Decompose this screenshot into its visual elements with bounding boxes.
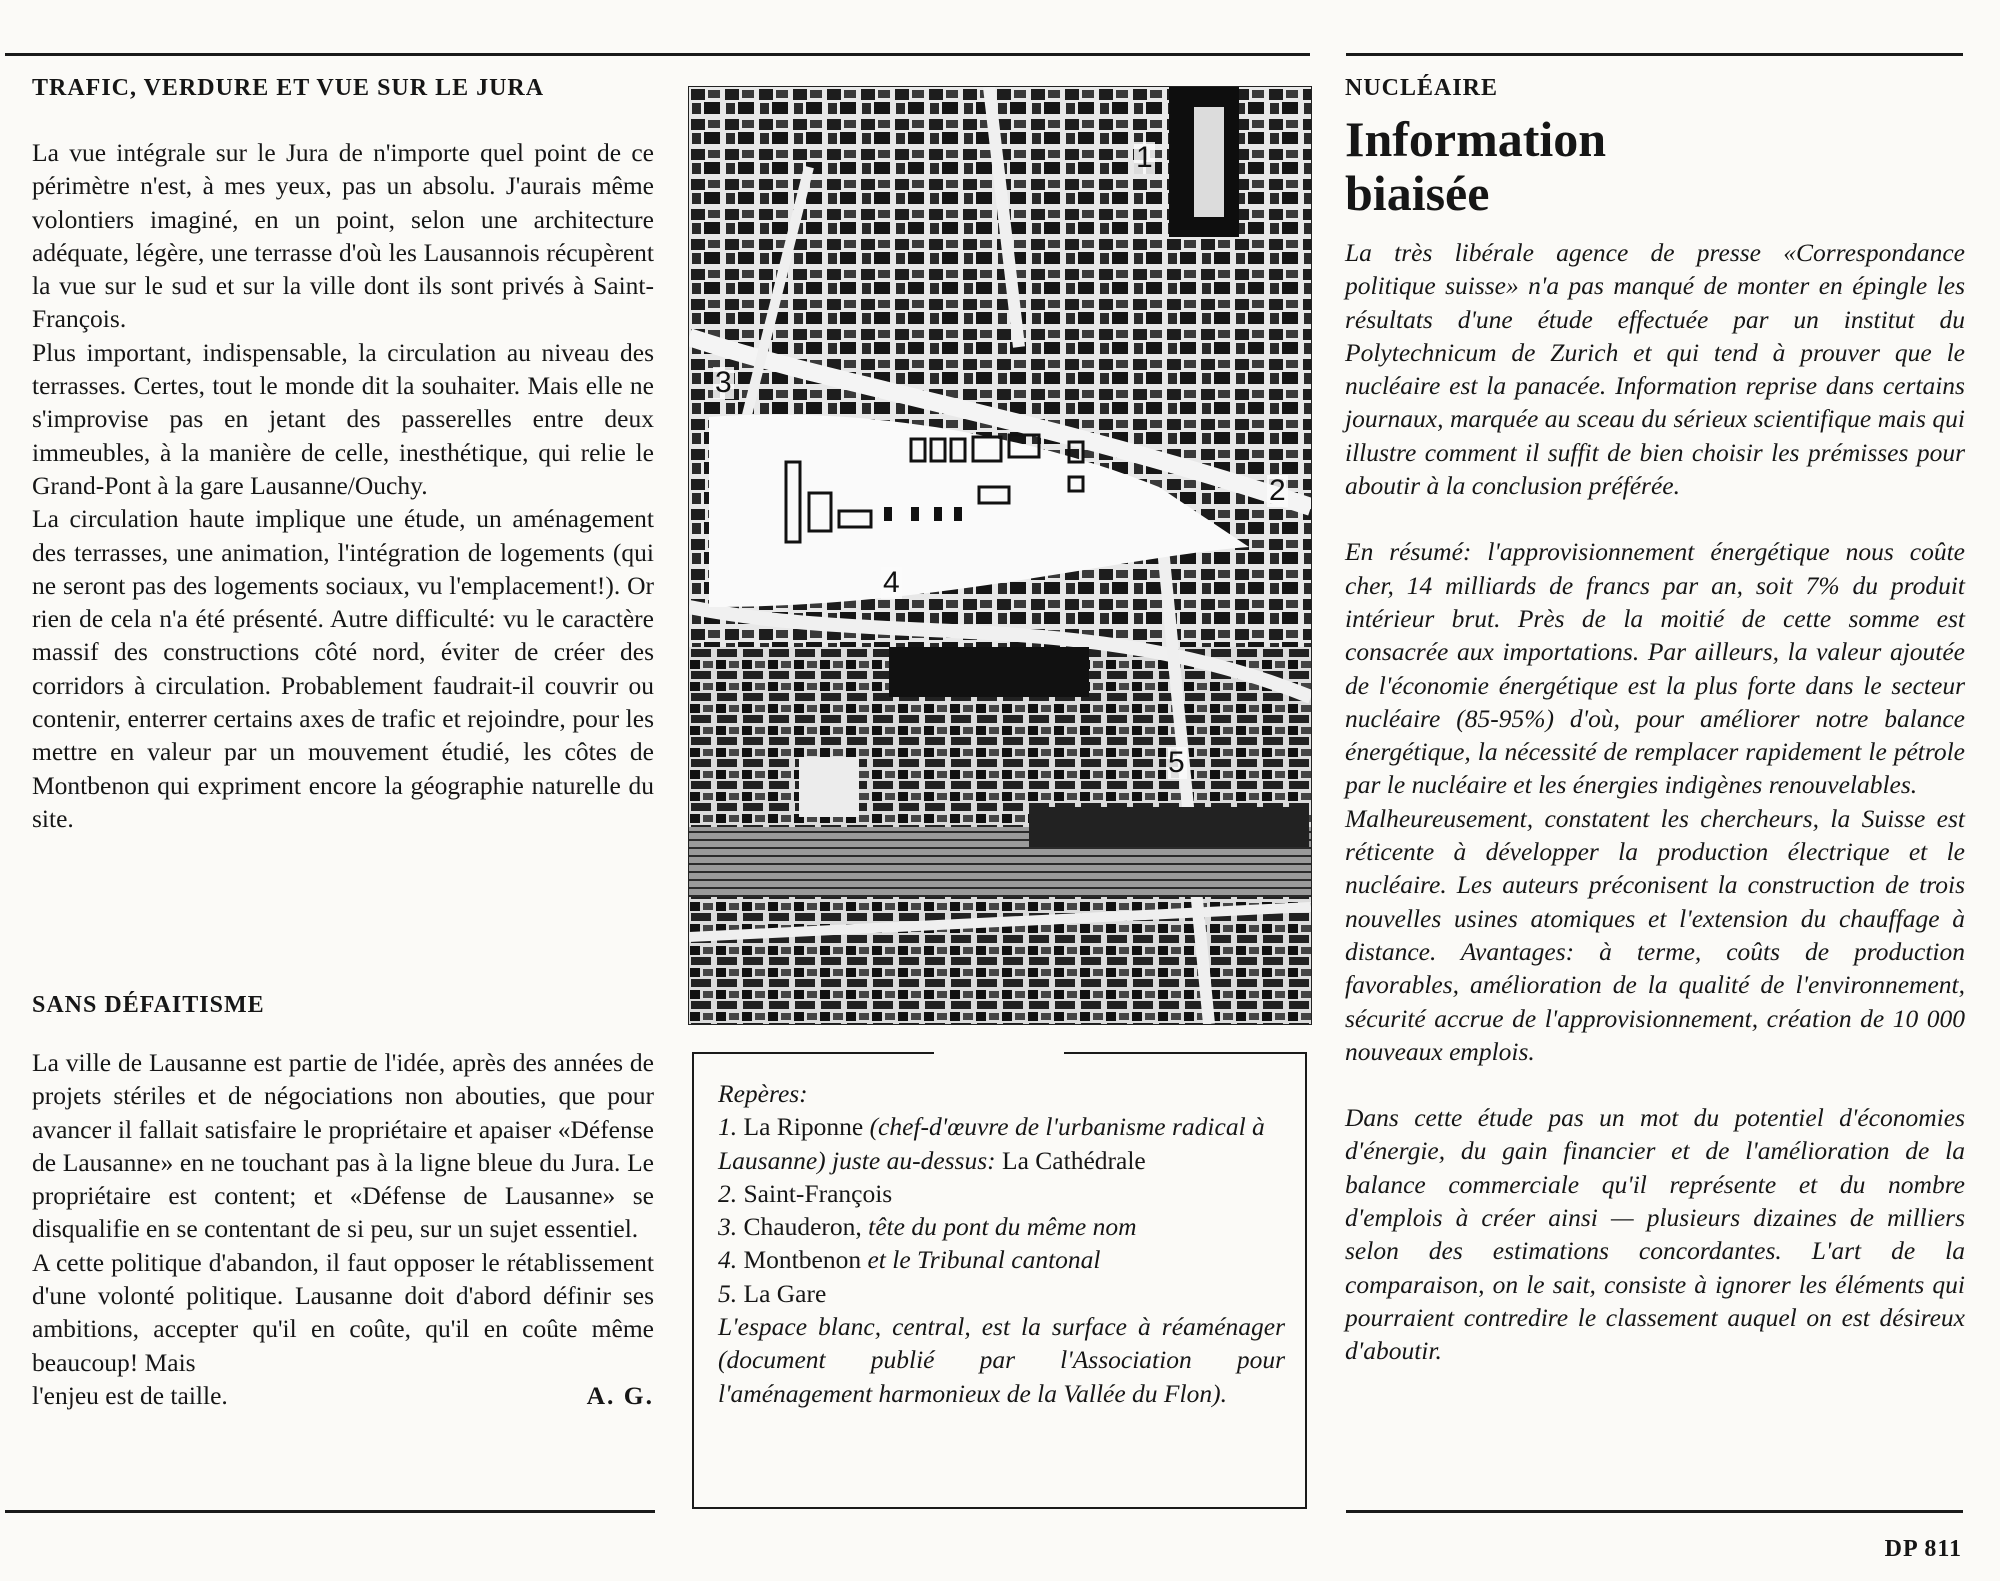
paragraph: Malheureusement, constatent les chercheurs, la Suisse est réticente à développer la production électrique et le nucléaire. Les auteurs préconisent la construction de trois nouvelles usines atomiques et l'extension du chauffage à distance. Avantages: à terme, coûts de production favorables, amélioration de la qualité de l'environnement, sécurité accrue de l'approvisionnement, création de 10 000 nouveaux emplois. — [1345, 803, 1965, 1066]
bottom-rule-left — [5, 1510, 655, 1513]
caption-note: L'espace blanc, central, est la surface à réaménager (document publié par l'Association pour l'aménagement harmonieux de la Vallée du Flon). — [718, 1312, 1285, 1408]
author-signature: A. G. — [586, 1380, 654, 1410]
paragraph-last-line: l'enjeu est de taille. — [32, 1380, 228, 1410]
map-marker-2: 2 — [1269, 474, 1286, 507]
right-column-text — [1345, 236, 1965, 1368]
caption-item-3: 3. Chauderon, tête du pont du même nom — [718, 1212, 1137, 1242]
caption-text — [718, 1077, 1285, 1410]
map-marker-4: 4 — [883, 566, 900, 599]
caption-item-4: 4. Montbenon et le Tribunal cantonal — [718, 1245, 1101, 1275]
article-headline — [1345, 112, 1606, 220]
section-heading-trafic: TRAFIC, VERDURE ET VUE SUR LE JURA — [32, 75, 545, 101]
signature-line — [32, 1379, 654, 1412]
caption-box-gap — [934, 1050, 1064, 1056]
paragraph: La vue intégrale sur le Jura de n'importe quel point de ce périmètre n'est, à mes yeux, pas un absolu. J'aurais même volontiers imaginé, en un point, selon une architecture adéquate, légère, une terrasse d'où les Lausannois récupèrent la vue sur le sud et sur la ville dont ils sont privés à Saint-François. — [32, 138, 654, 334]
paragraph: Dans cette étude pas un mot du potentiel d'économies d'énergie, du gain financier et de l'amélioration de la balance commerciale qu'il représente et du nombre d'emplois à créer ainsi — plusieurs dizaines de milliers selon des estimations concordantes. L'art de la comparaison, on le sait, consiste à ignorer les éléments qui pourraient contredire le classement auquel on est désireux d'aboutir. — [1345, 1103, 1965, 1366]
bottom-rule-right — [1346, 1510, 1963, 1513]
top-rule-left — [5, 53, 1310, 56]
map-marker-5: 5 — [1168, 746, 1185, 779]
map-caption-box — [692, 1052, 1307, 1509]
left-column-text-2 — [32, 1046, 654, 1412]
paragraph: La ville de Lausanne est partie de l'idée, après des années de projets stériles et de négociations non abouties, que pour avancer il fallait satisfaire le propriétaire et apaiser «Défense de Lausanne» en ne touchant pas à la ligne bleue du Jura. Le propriétaire est content; et «Défense de Lausanne» se disqualifie en se contentant de si peu, sur un sujet essentiel. — [32, 1048, 654, 1244]
caption-item-1: 1. La Riponne (chef-d'œuvre de l'urbanisme radical à Lausanne) juste au-dessus: La Cathédrale — [718, 1112, 1265, 1175]
paragraph: En résumé: l'approvisionnement énergétique nous coûte cher, 14 milliards de francs par an, soit 7% du produit intérieur brut. Près de la moitié de cette somme est consacrée aux importations. Par ailleurs, la valeur ajoutée de l'économie énergétique est la plus forte dans le secteur nucléaire (85-95%) d'où, pour améliorer notre balance énergétique, la nécessité de remplacer rapidement le pétrole par le nucléaire et les énergies indigènes renouvelables. — [1345, 537, 1965, 800]
caption-title: Repères: — [718, 1079, 808, 1108]
paragraph: Plus important, indispensable, la circulation au niveau des terrasses. Certes, tout le monde dit la souhaiter. Mais elle ne s'improvise pas en jetant des passerelles entre deux immeubles, à la manière de celle, inesthétique, qui relie le Grand-Pont à la gare Lausanne/Ouchy. — [32, 337, 654, 500]
paragraph: La très libérale agence de presse «Correspondance politique suisse» n'a pas manqué de monter en épingle les résultats d'une étude effectuée par un institut du Polytechnicum de Zurich et qui tend à prouver que le nucléaire est la panacée. Information reprise dans certains journaux, marquée au sceau du sérieux scientifique mais qui illustre comment il suffit de bien choisir les prémisses pour aboutir à la conclusion préférée. — [1345, 238, 1965, 501]
headline-line-2: biaisée — [1345, 165, 1490, 221]
paragraph: La circulation haute implique une étude, un aménagement des terrasses, une animation, l'intégration de logements (qui ne seront pas des logements sociaux, vu l'emplacement!). Or rien de cela n'a été présenté. Autre difficulté: vu le caractère massif des constructions côté nord, éviter de créer des corridors à circulation. Probablement faudrait-il couvrir ou contenir, enterrer certains axes de trafic et rejoindre, pour les mettre en valeur par un mouvement étudié, les côtes de Montbenon qui expriment encore la géographie naturelle du site. — [32, 504, 654, 833]
headline-line-1: Information — [1345, 111, 1607, 167]
section-heading-sans-defaitisme: SANS DÉFAITISME — [32, 992, 265, 1018]
caption-item-2: 2. Saint-François — [718, 1178, 893, 1208]
page-folio: DP 811 — [1884, 1536, 1962, 1562]
map-marker-3: 3 — [715, 366, 732, 399]
top-rule-right — [1346, 53, 1963, 56]
article-kicker: NUCLÉAIRE — [1345, 75, 1499, 101]
aerial-map — [688, 86, 1312, 1025]
map-marker-1: 1 — [1136, 141, 1153, 174]
caption-item-5: 5. La Gare — [718, 1278, 827, 1308]
left-column-text-1 — [32, 136, 654, 835]
map-illustration — [689, 87, 1311, 1024]
paragraph: A cette politique d'abandon, il faut opposer le rétablissement d'une volonté politique. Lausanne doit d'abord définir ses ambitions, accepter qu'il en coûte, qu'il en coûte même beaucoup! Mais — [32, 1247, 654, 1377]
